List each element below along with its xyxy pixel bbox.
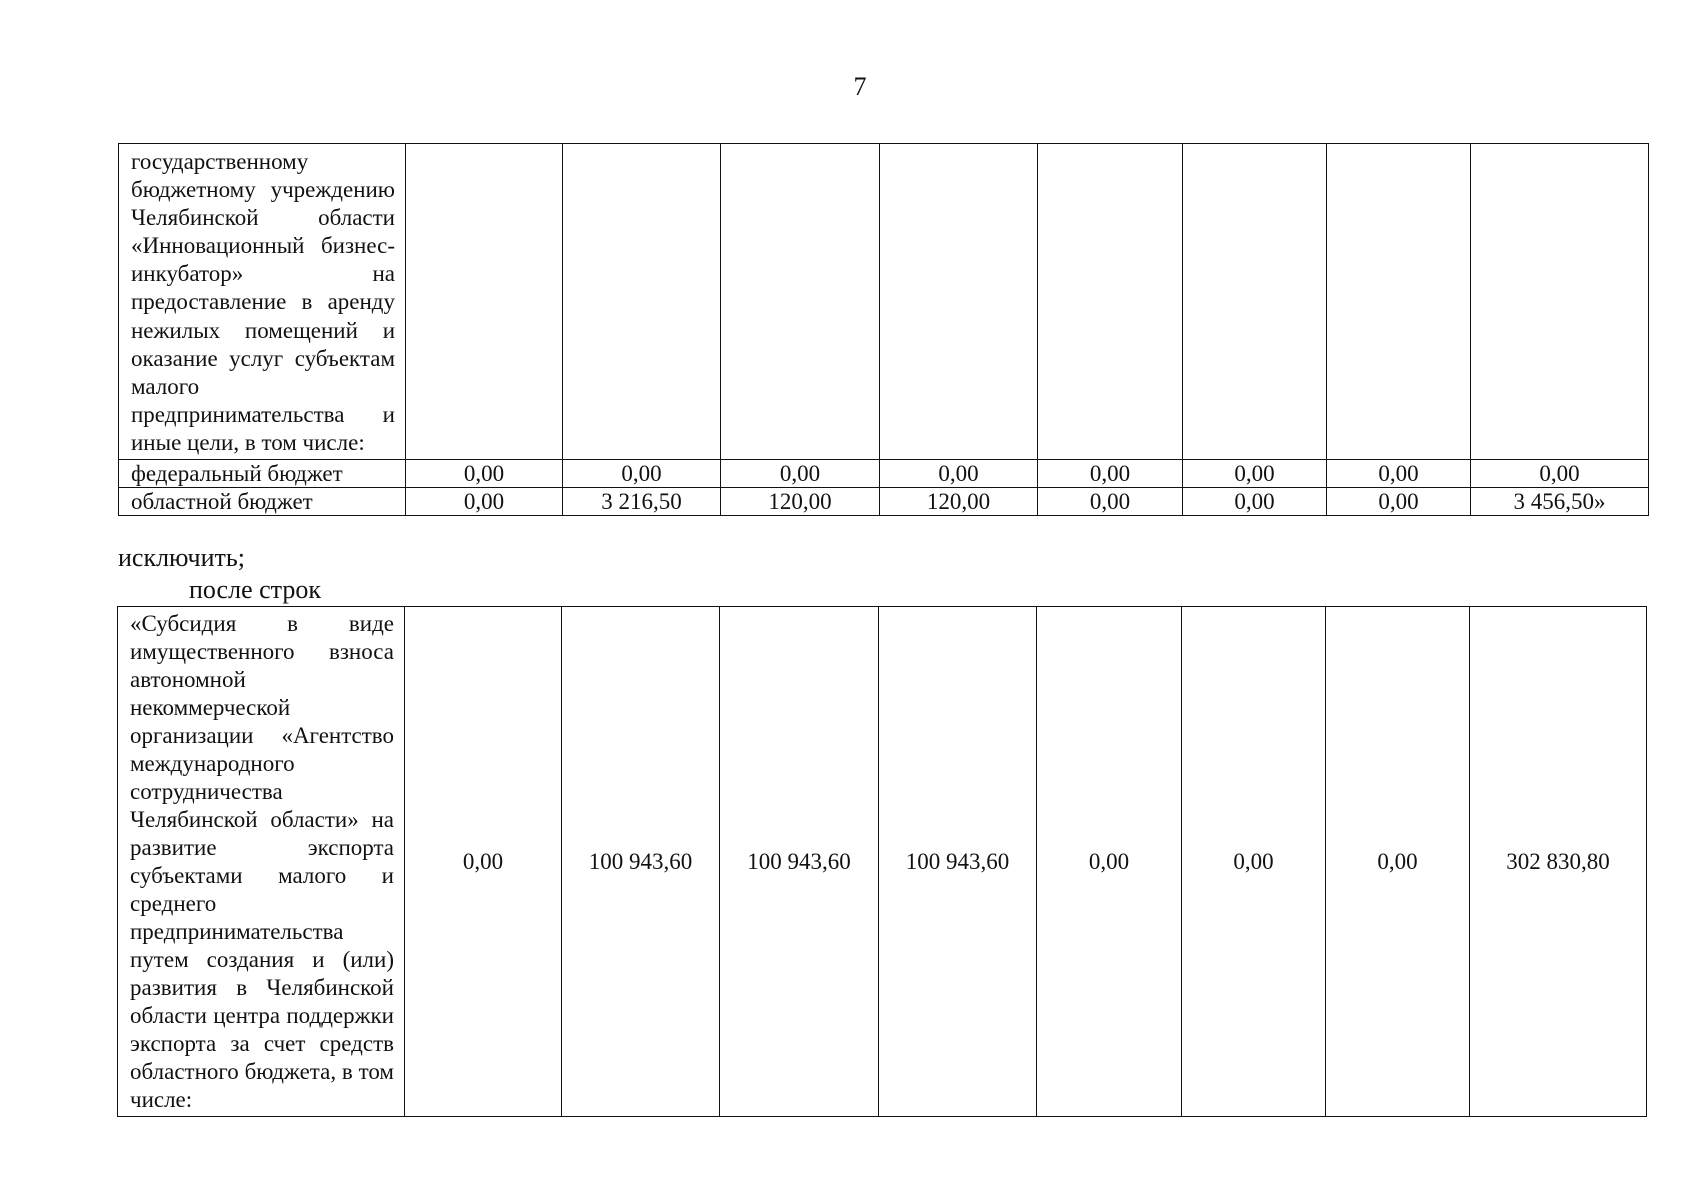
value-cell: 0,00: [1037, 607, 1182, 1117]
table-row-regional-budget: [119, 488, 1649, 516]
value-cell: 0,00: [721, 460, 880, 488]
table-row-federal-budget: [119, 460, 1649, 488]
table-row: [119, 144, 1649, 460]
value-cell: 0,00: [1326, 607, 1470, 1117]
value-cell: 120,00: [721, 488, 880, 516]
value-cell: 0,00: [880, 460, 1038, 488]
row-label: федеральный бюджет: [119, 460, 406, 488]
value-cell: 0,00: [405, 607, 562, 1117]
value-cell: 0,00: [1038, 460, 1183, 488]
row-label: областной бюджет: [119, 488, 406, 516]
after-rows-instruction: после строк: [189, 575, 321, 604]
value-cell: 0,00: [1183, 488, 1327, 516]
budget-table-export-agency: [117, 606, 1647, 1117]
value-cell: 0,00: [1182, 607, 1326, 1117]
budget-table-incubator: [118, 143, 1649, 516]
value-cell: 0,00: [406, 488, 563, 516]
table-row: [118, 607, 1647, 1117]
value-cell: 0,00: [563, 460, 721, 488]
row-description: «Субсидия в виде имущественного взноса автономной некоммерческой организации «Агентство международного сотрудничества Челябинской области» на развитие экспорта субъектами малого и среднего предпринимательства путем создания и (или) развития в Челябинской области центра поддержки экспорта за счет средств областного бюджета, в том числе:: [118, 607, 405, 1117]
value-cell: [1038, 144, 1183, 460]
value-cell: 0,00: [1183, 460, 1327, 488]
value-cell: 0,00: [1471, 460, 1649, 488]
value-cell: 3 216,50: [563, 488, 721, 516]
value-cell: 100 943,60: [879, 607, 1037, 1117]
value-cell: 302 830,80: [1470, 607, 1647, 1117]
value-cell: 0,00: [406, 460, 563, 488]
value-cell: [1183, 144, 1327, 460]
page-number: 7: [853, 72, 867, 101]
value-cell: [406, 144, 563, 460]
value-cell: [721, 144, 880, 460]
value-cell: 3 456,50»: [1471, 488, 1649, 516]
value-cell: [1471, 144, 1649, 460]
value-cell: [563, 144, 721, 460]
value-cell: 120,00: [880, 488, 1038, 516]
value-cell: [1327, 144, 1471, 460]
value-cell: 0,00: [1327, 460, 1471, 488]
value-cell: 100 943,60: [720, 607, 879, 1117]
row-description: государственному бюджетному учреждению Челябинской области «Инновационный бизнес-инкубатор» на предоставление в аренду нежилых помещений и оказание услуг субъектам малого предпринимательства и иные цели, в том числе:: [119, 144, 406, 460]
value-cell: 0,00: [1038, 488, 1183, 516]
exclude-instruction: исключить;: [118, 543, 245, 572]
value-cell: [880, 144, 1038, 460]
value-cell: 100 943,60: [562, 607, 720, 1117]
value-cell: 0,00: [1327, 488, 1471, 516]
